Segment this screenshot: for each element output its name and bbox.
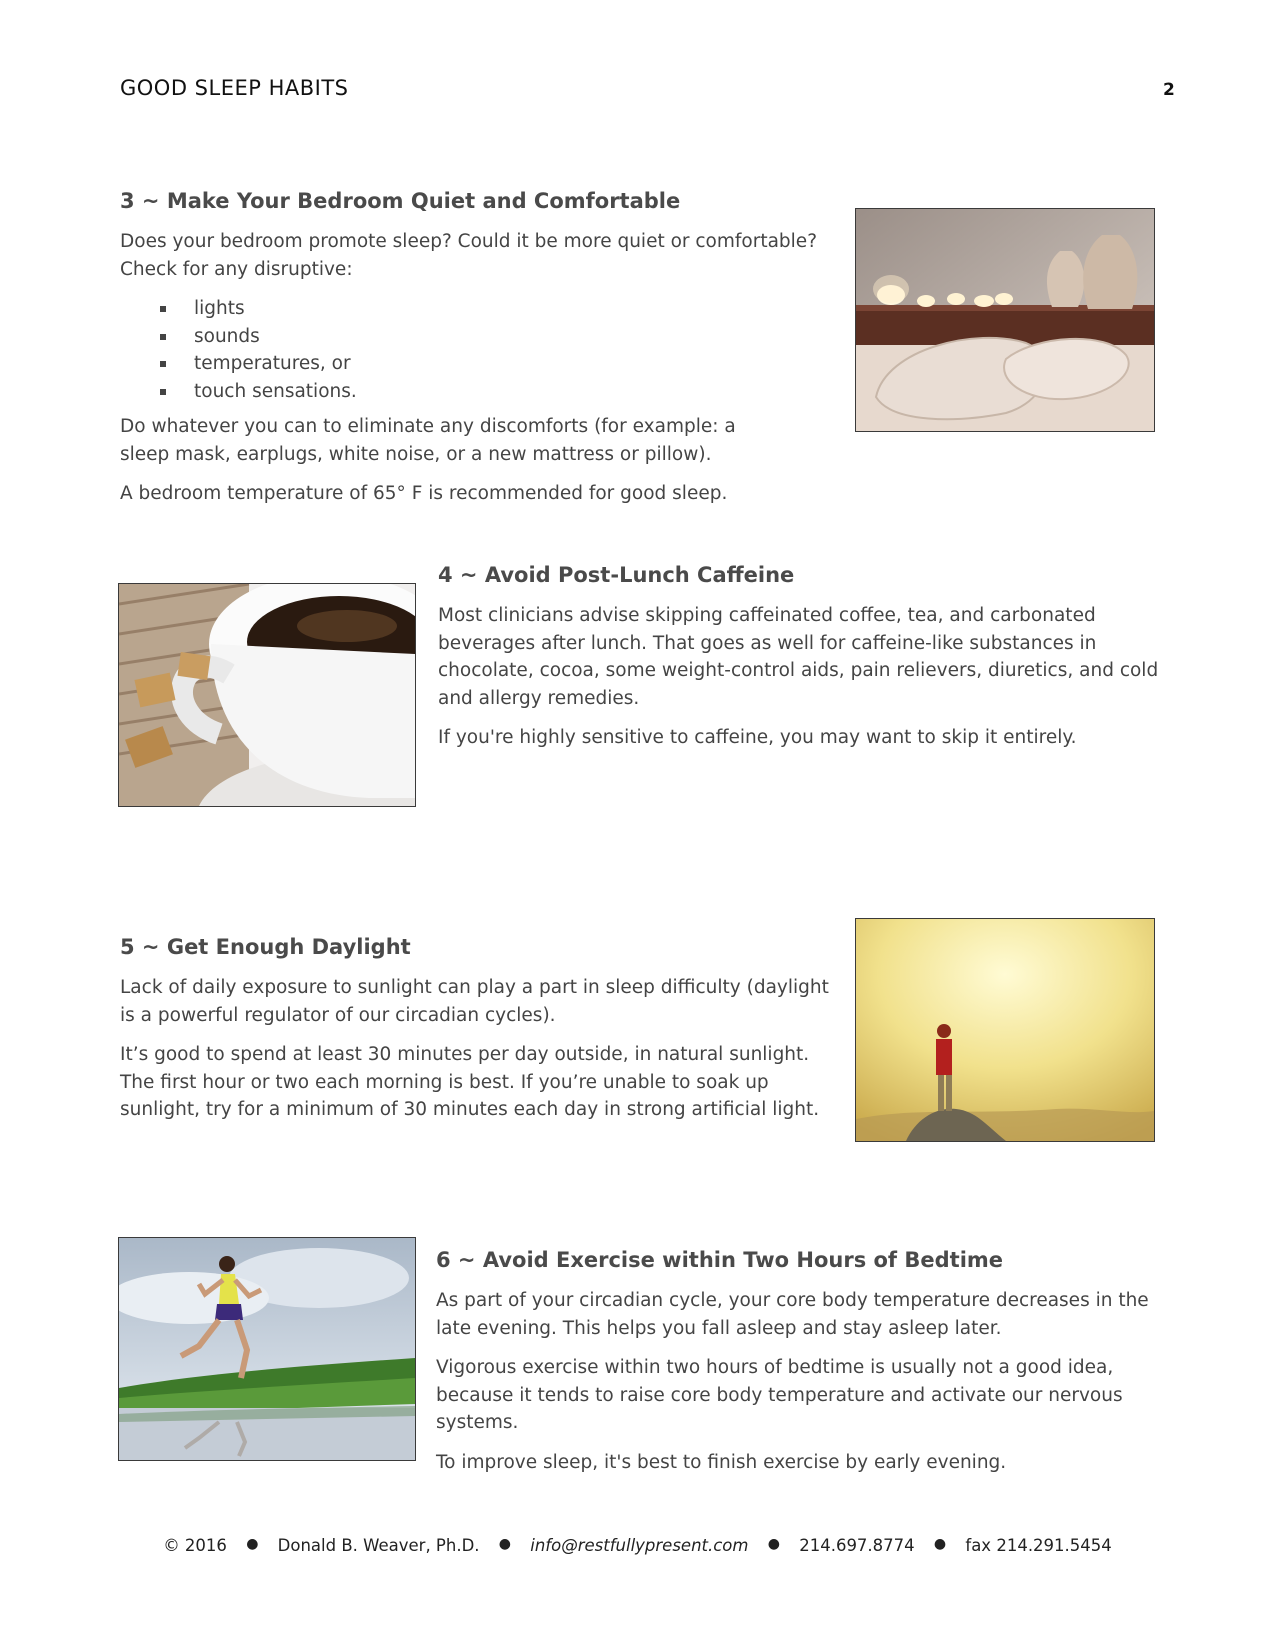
disruptions-list <box>120 295 820 405</box>
page-number: 2 <box>1163 80 1175 100</box>
section-paragraph: As part of your circadian cycle, your core body temperature decreases in the late evening. This helps you fall asleep and stay asleep later. <box>436 1290 1149 1339</box>
footer-fax: fax 214.291.5454 <box>965 1536 1112 1555</box>
section-paragraph: To improve sleep, it's best to finish exercise by early evening. <box>436 1451 1007 1473</box>
person-in-sunlight-photo <box>855 918 1155 1142</box>
section-paragraph: If you're highly sensitive to caffeine, you may want to skip it entirely. <box>438 727 1077 748</box>
footer-separator: ● <box>498 1536 512 1552</box>
section-paragraph: It’s good to spend at least 30 minutes per day outside, in natural sunlight. The first hour or two each morning is best. If you’re unable to soak up sunlight, try for a minimum of 30 minutes each day in strong artificial light. <box>120 1044 820 1120</box>
section-caffeine <box>438 562 1168 764</box>
list-item: temperatures, or <box>160 350 820 378</box>
footer-phone: 214.697.8774 <box>799 1536 915 1555</box>
runner-photo <box>118 1237 416 1461</box>
footer-copyright: © 2016 <box>163 1536 227 1555</box>
bedroom-candles-photo <box>855 208 1155 432</box>
footer-email-link[interactable]: info@restfullypresent.com <box>530 1536 749 1555</box>
section-heading: 3 ~ Make Your Bedroom Quiet and Comfortable <box>120 189 681 213</box>
running-header-title: GOOD SLEEP HABITS <box>120 76 349 100</box>
section-heading: 6 ~ Avoid Exercise within Two Hours of Bedtime <box>436 1248 1004 1272</box>
section-paragraph: Lack of daily exposure to sunlight can play a part in sleep difficulty (daylight is a powerful regulator of our circadian cycles). <box>120 977 829 1026</box>
footer-separator: ● <box>933 1536 947 1552</box>
section-exercise <box>436 1247 1170 1488</box>
page-footer <box>0 1536 1275 1555</box>
section-bedroom <box>120 188 820 520</box>
section-heading: 4 ~ Avoid Post-Lunch Caffeine <box>438 563 795 587</box>
list-item: sounds <box>160 323 820 351</box>
section-paragraph: Vigorous exercise within two hours of bedtime is usually not a good idea, because it tends to raise core body temperature and activate our nervous systems. <box>436 1357 1123 1433</box>
list-item: touch sensations. <box>160 378 820 406</box>
list-item: lights <box>160 295 820 323</box>
section-paragraph: Does your bedroom promote sleep? Could it be more quiet or comfortable? Check for any disruptive: <box>120 231 818 280</box>
section-paragraph: Most clinicians advise skipping caffeinated coffee, tea, and carbonated beverages after lunch. That goes as well for caffeine-like substances in chocolate, cocoa, some weight-control aids, pain relievers, diuretics, and cold and allergy remedies. <box>438 605 1159 709</box>
section-paragraph: A bedroom temperature of 65° F is recommended for good sleep. <box>120 483 728 504</box>
section-paragraph: Do whatever you can to eliminate any discomforts (for example: a sleep mask, earplugs, white noise, or a new mattress or pillow). <box>120 416 736 465</box>
section-heading: 5 ~ Get Enough Daylight <box>120 935 411 959</box>
coffee-cup-photo <box>118 583 416 807</box>
footer-author: Donald B. Weaver, Ph.D. <box>277 1536 480 1555</box>
footer-separator: ● <box>246 1536 259 1552</box>
section-daylight <box>120 934 830 1136</box>
footer-separator: ● <box>767 1536 780 1552</box>
